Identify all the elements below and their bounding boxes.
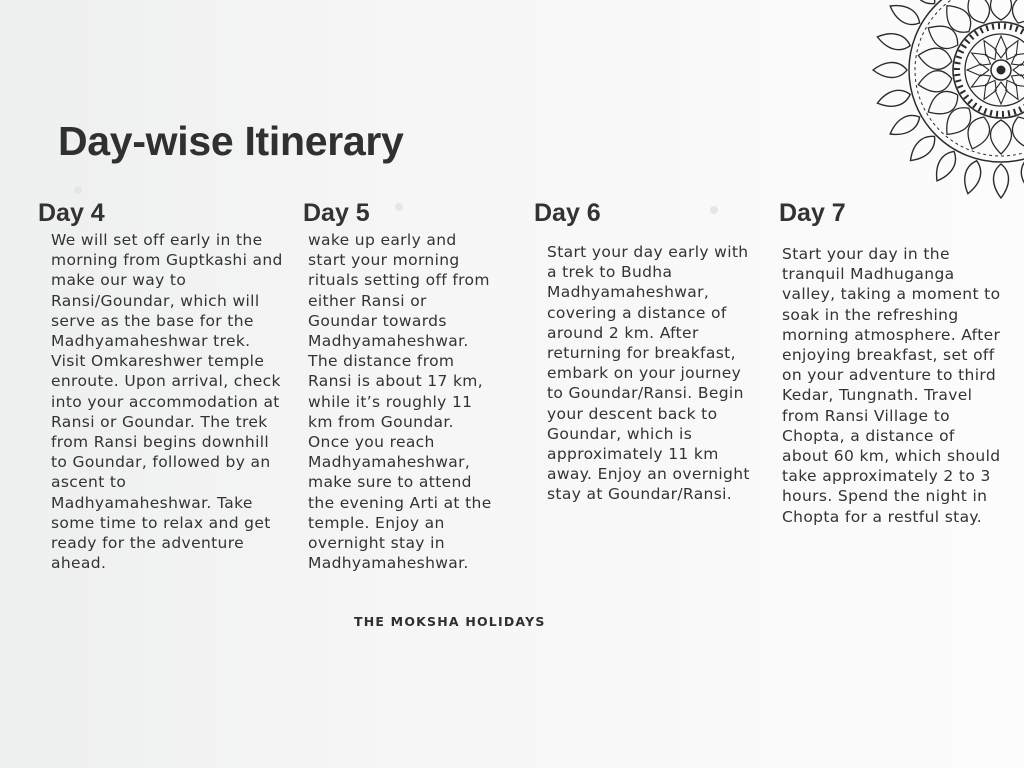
day-4-description: We will set off early in the morning from Guptkashi and make our way to Ransi/Goundar, which will serve as the base for the Madhyamaheshwar trek. Visit Omkareshwer temple enroute. Upon arrival, check into your accommodation at Ransi or Goundar. The trek from Ransi begins downhill to Goundar, followed by an ascent to Madhyamaheshwar. Take some time to relax and get ready for the adventure ahead. [51, 231, 283, 573]
brand-name: THE MOKSHA HOLIDAYS [354, 614, 546, 629]
day-6-description: Start your day early with a trek to Budha Madhyamaheshwar, covering a distance of around 2 km. After returning for breakfast, embark on your journey to Goundar/Ransi. Begin your descent back to Goundar, which is approximately 11 km away. Enjoy an overnight stay at Goundar/Ransi. [547, 243, 750, 504]
page-title: Day-wise Itinerary [58, 118, 404, 164]
mandala-decoration-icon [856, 0, 1024, 220]
day-7-description: Start your day in the tranquil Madhuganga valley, taking a moment to soak in the refreshing morning atmosphere. After enjoying breakfast, set off on your adventure to third Kedar, Tungnath. Travel from Ransi Village to Chopta, a distance of about 60 km, which should take approximately 2 to 3 hours. Spend the night in Chopta for a restful stay. [782, 245, 1001, 526]
day-5-description: wake up early and start your morning rituals setting off from either Ransi or Goundar towards Madhyamaheshwar. The distance from Ransi is about 17 km, while it’s roughly 11 km from Goundar. Once you reach Madhyamaheshwar, make sure to attend the evening Arti at the temple. Enjoy an overnight stay in Madhyamaheshwar. [308, 231, 492, 573]
decorative-dot [395, 203, 403, 211]
day-4-heading: Day 4 [38, 199, 105, 227]
day-6-heading: Day 6 [534, 199, 601, 227]
day-7-heading: Day 7 [779, 199, 846, 227]
day-5-heading: Day 5 [303, 199, 370, 227]
decorative-dot [74, 186, 82, 194]
decorative-dot [710, 206, 718, 214]
